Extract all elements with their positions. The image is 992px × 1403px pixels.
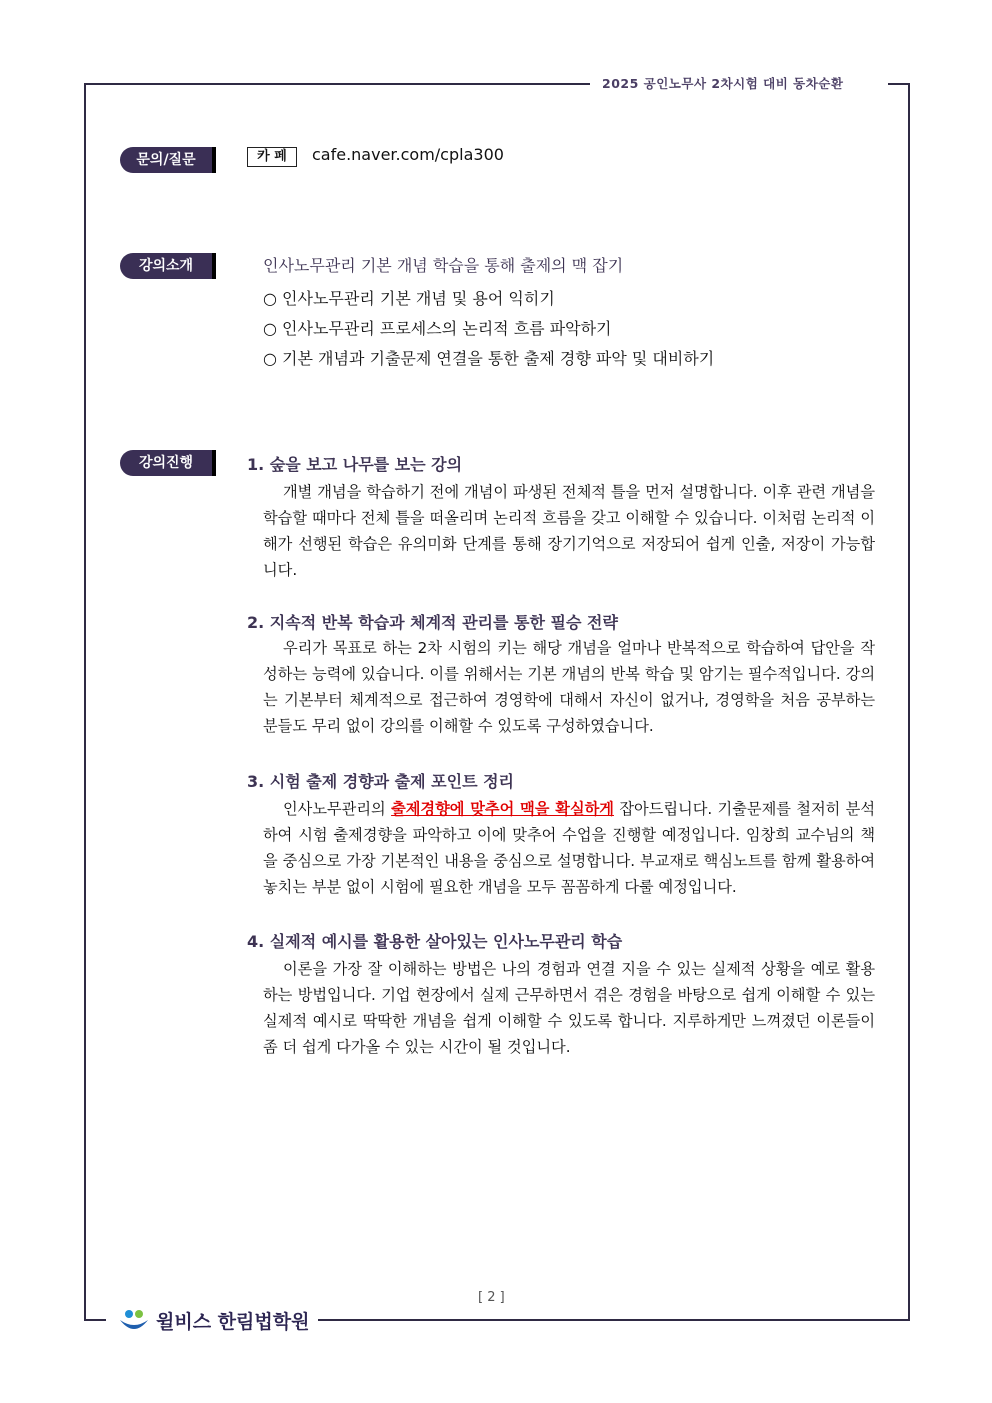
progress-label: 강의진행	[120, 450, 212, 476]
body-text: 잡아드립니다. 기출문제를 철저히 분석하여 시험 출제경향을 파악하고 이에 맞추어 수업을 진행할 예정입니다. 임창희 교수님의 책을 중심으로 가장 기본적인 내용을 중심으로 설명합니다. 부교재로 핵심노트를 함께 활용하여 놓치는 부분 없이 시험에 필요한 개념을 모두 꼼꼼하게 다룰 예정입니다.	[263, 800, 876, 896]
intro-item: ○ 인사노무관리 기본 개념 및 용어 익히기	[263, 289, 555, 308]
cafe-tag: 카 페	[247, 147, 297, 167]
frame-bottom-left-line	[84, 1319, 106, 1321]
logo-mark-icon	[118, 1308, 150, 1334]
section-body: 개별 개념을 학습하기 전에 개념이 파생된 전체적 틀을 먼저 설명합니다. 이후 관련 개념을 학습할 때마다 전체 틀을 떠올리며 논리적 흐름을 갖고 이해할 수 있습니다. 이처럼 논리적 이해가 선행된 학습은 유의미화 단계를 통해 장기기억으로 저장되어 쉽게 인출, 저장이 가능합니다.	[263, 483, 875, 579]
section-title: 2. 지속적 반복 학습과 체계적 관리를 통한 필승 전략	[247, 613, 618, 632]
intro-label: 강의소개	[120, 253, 212, 279]
section-title: 3. 시험 출제 경향과 출제 포인트 정리	[247, 772, 515, 791]
frame-bottom-right-line	[318, 1319, 910, 1321]
logo	[118, 1307, 309, 1334]
highlight-text: 출제경향에 맞추어 맥을 확실하게	[391, 800, 614, 818]
header-title: 2025 공인노무사 2차시험 대비 동차순환	[602, 76, 844, 91]
frame-left-line	[84, 83, 86, 1320]
body-text: 인사노무관리의	[283, 800, 392, 818]
intro-item: ○ 기본 개념과 기출문제 연결을 통한 출제 경향 파악 및 대비하기	[263, 349, 715, 368]
frame-top-right-line	[888, 83, 910, 85]
section-title: 4. 실제적 예시를 활용한 살아있는 인사노무관리 학습	[247, 932, 623, 951]
section-title: 1. 숲을 보고 나무를 보는 강의	[247, 455, 463, 474]
logo-text: 윌비스 한림법학원	[156, 1311, 310, 1333]
frame-right-line	[908, 83, 910, 1320]
intro-headline: 인사노무관리 기본 개념 학습을 통해 출제의 맥 잡기	[263, 256, 624, 275]
contact-label: 문의/질문	[120, 147, 212, 173]
cafe-url-link[interactable]: cafe.naver.com/cpla300	[312, 145, 504, 164]
section-body: 이론을 가장 잘 이해하는 방법은 나의 경험과 연결 지을 수 있는 실제적 상황을 예로 활용하는 방법입니다. 기업 현장에서 실제 근무하면서 겪은 경험을 바탕으로 쉽게 이해할 수 있는 실제적 예시로 딱딱한 개념을 쉽게 이해할 수 있도록 합니다. 지루하게만 느껴졌던 이론들이 좀 더 쉽게 다가올 수 있는 시간이 될 것입니다.	[263, 960, 875, 1056]
section-body	[263, 796, 875, 900]
frame-top-line	[84, 83, 590, 85]
page-number: [ 2 ]	[478, 1290, 505, 1305]
section-body: 우리가 목표로 하는 2차 시험의 키는 해당 개념을 얼마나 반복적으로 학습하여 답안을 작성하는 능력에 있습니다. 이를 위해서는 기본 개념의 반복 학습 및 암기는 필수적입니다. 강의는 기본부터 체계적으로 접근하여 경영학에 대해서 자신이 없거나, 경영학을 처음 공부하는 분들도 무리 없이 강의를 이해할 수 있도록 구성하였습니다.	[263, 639, 875, 735]
intro-item: ○ 인사노무관리 프로세스의 논리적 흐름 파악하기	[263, 319, 612, 338]
